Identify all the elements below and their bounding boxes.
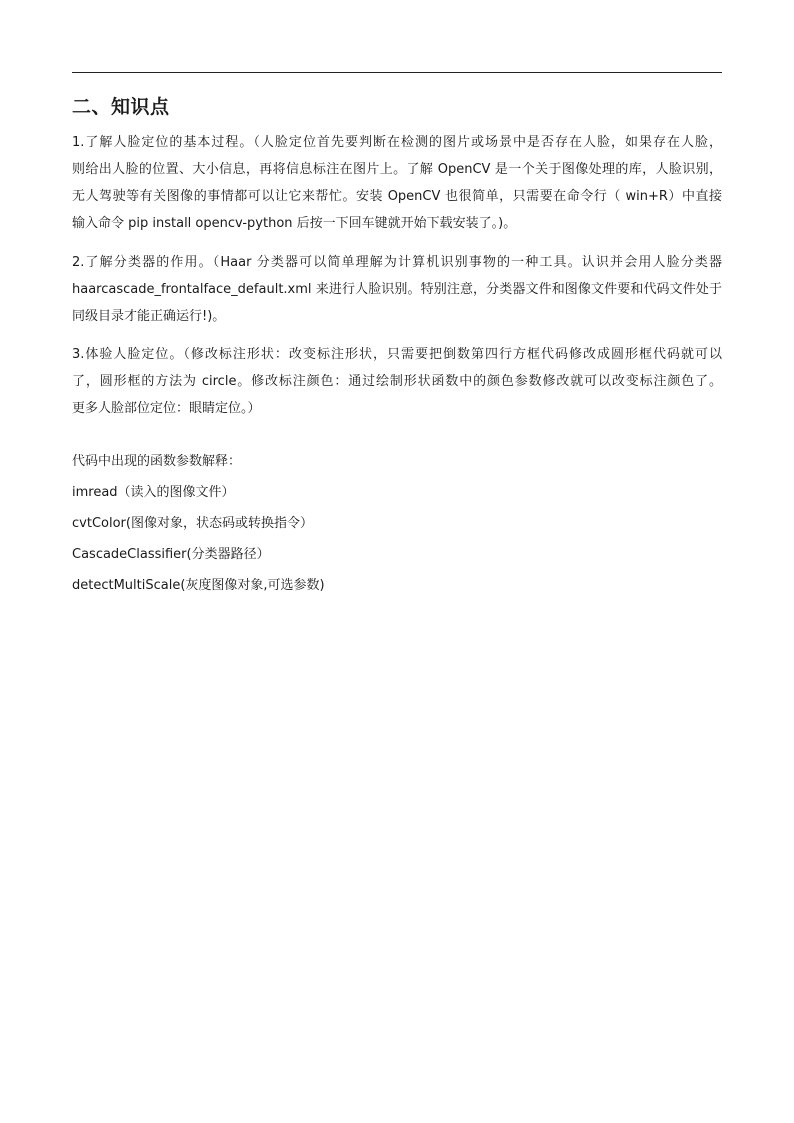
function-item-cascadeclassifier: CascadeClassifier(分类器路径）	[72, 547, 270, 562]
paragraph-line: 输入命令 pip install opencv-python 后按一下回车键就开始下载安装了。)。	[72, 216, 517, 231]
header-rule	[72, 72, 722, 73]
paragraph-line: 更多人脸部位定位：眼睛定位。）	[72, 401, 261, 416]
paragraph-line: 无人驾驶等有关图像的事情都可以让它来帮忙。安装 OpenCV 也很简单，只需要在命令行（ win+R）中直接	[72, 189, 722, 204]
paragraph-face-locating-process	[72, 129, 722, 237]
function-item-detectmultiscale: detectMultiScale(灰度图像对象,可选参数)	[72, 578, 325, 593]
paragraph-line: 1.了解人脸定位的基本过程。（人脸定位首先要判断在检测的图片或场景中是否存在人脸，如果存在人脸，	[72, 135, 722, 150]
paragraph-classifier-role	[72, 249, 722, 330]
functions-intro: 代码中出现的函数参数解释：	[72, 454, 242, 469]
paragraph-line: 同级目录才能正确运行!)。	[72, 309, 226, 324]
paragraph-line: 3.体验人脸定位。（修改标注形状：改变标注形状，只需要把倒数第四行方框代码修改成圆形框代码就可以	[72, 347, 722, 362]
section-heading: 二、知识点	[72, 96, 170, 118]
paragraph-experience-face-locating	[72, 341, 722, 422]
function-item-imread: imread（读入的图像文件）	[72, 485, 235, 500]
function-item-cvtcolor: cvtColor(图像对象，状态码或转换指令）	[72, 516, 313, 531]
paragraph-line: 了，圆形框的方法为 circle。修改标注颜色：通过绘制形状函数中的颜色参数修改就可以改变标注颜色了。	[72, 374, 722, 389]
paragraph-line: 则给出人脸的位置、大小信息，再将信息标注在图片上。了解 OpenCV 是一个关于图像处理的库，人脸识别，	[72, 162, 722, 177]
paragraph-line: 2.了解分类器的作用。（Haar 分类器可以简单理解为计算机识别事物的一种工具。认识并会用人脸分类器	[72, 255, 722, 270]
paragraph-line: haarcascade_frontalface_default.xml 来进行人脸识别。特别注意，分类器文件和图像文件要和代码文件处于	[72, 282, 722, 297]
